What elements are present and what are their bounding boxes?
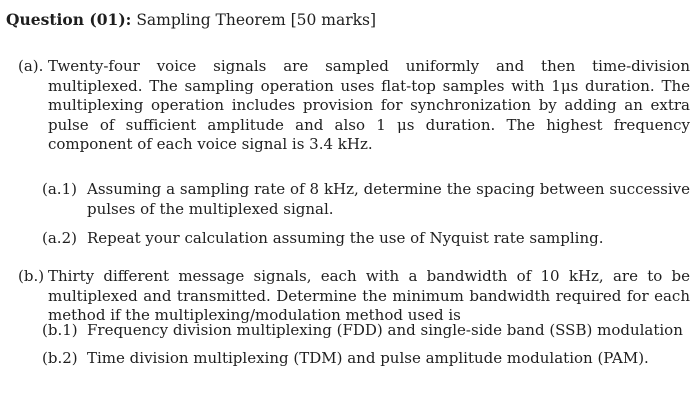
part-b-text: Thirty different message signals, each with a bandwidth of 10 kHz, are to be multiplexed and transmitted. Determine the minimum bandwidth required for each method if the multiplexing/modulation method used is	[48, 267, 690, 324]
question-heading	[6, 10, 376, 30]
subpart-a2	[42, 229, 690, 249]
part-a	[18, 57, 690, 155]
subpart-a1	[42, 180, 690, 219]
question-title: Sampling Theorem [50 marks]	[136, 11, 377, 29]
subpart-a2-text: Repeat your calculation assuming the use of Nyquist rate sampling.	[87, 229, 604, 247]
subpart-b1-label: (b.1)	[42, 321, 78, 339]
subpart-b2-label: (b.2)	[42, 349, 78, 367]
subpart-b2-text: Time division multiplexing (TDM) and pulse amplitude modulation (PAM).	[87, 349, 649, 367]
question-label: Question (01):	[6, 10, 132, 29]
part-b	[18, 267, 690, 326]
part-a-label: (a).	[18, 57, 44, 75]
part-b-label: (b.)	[18, 267, 45, 285]
subpart-b2	[42, 349, 690, 369]
part-a-text: Twenty-four voice signals are sampled uniformly and then time-division multiplexed. The sampling operation uses flat-top samples with 1μs duration. The multiplexing operation includes provision for synchronization by adding an extra pulse of sufficient amplitude and also 1 μs duration. The highest frequency component of each voice signal is 3.4 kHz.	[48, 57, 690, 153]
subpart-b1	[42, 321, 690, 341]
subpart-a2-label: (a.2)	[42, 229, 77, 247]
subpart-b1-text: Frequency division multiplexing (FDD) and single-side band (SSB) modulation	[87, 321, 683, 339]
subpart-a1-text: Assuming a sampling rate of 8 kHz, determine the spacing between successive pulses of the multiplexed signal.	[87, 180, 690, 218]
subpart-a1-label: (a.1)	[42, 180, 77, 198]
